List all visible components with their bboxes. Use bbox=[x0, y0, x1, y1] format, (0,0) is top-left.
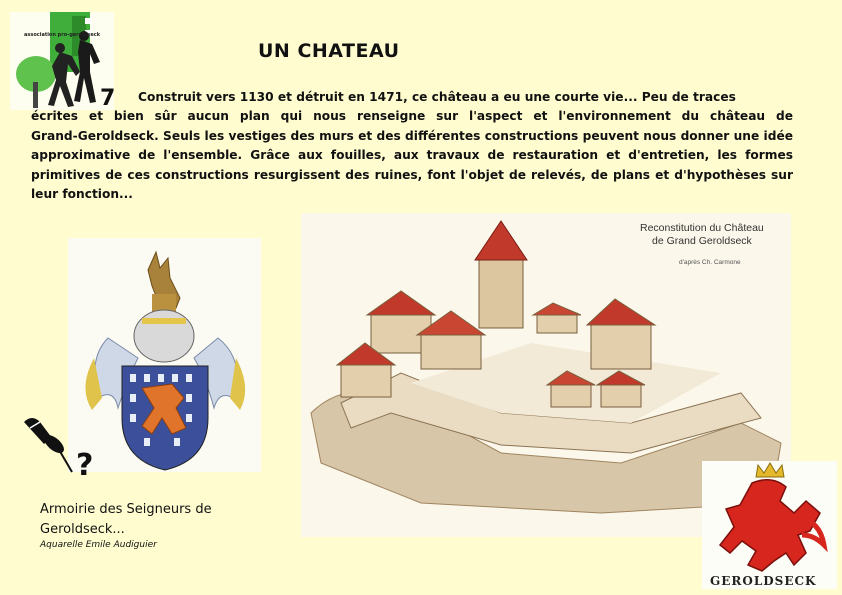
geroldseck-label: GEROLDSECK bbox=[710, 574, 817, 588]
intro-line: primitives de ces constructions resurgissent des ruines, font l'objet de relevés, de plans et d'hypothèses sur bbox=[31, 167, 793, 182]
intro-paragraph bbox=[31, 107, 793, 205]
coat-of-arms-image bbox=[68, 238, 261, 472]
page-title: UN CHATEAU bbox=[258, 40, 400, 62]
logo-graphic bbox=[10, 12, 114, 110]
castle-caption-line2: de Grand Geroldseck bbox=[652, 235, 752, 247]
castle-caption-line1: Reconstitution du Château bbox=[640, 222, 764, 234]
page-number: 7 bbox=[100, 86, 116, 111]
intro-line: leur fonction... bbox=[31, 187, 133, 201]
intro-first-line: Construit vers 1130 et détruit en 1471, ce château a eu une courte vie... Peu de traces bbox=[138, 90, 736, 104]
intro-line: Grand-Geroldseck. Seuls les vestiges des murs et des différentes constructions peuvent nous donner une idée bbox=[31, 128, 793, 143]
pushpin-icon bbox=[22, 414, 76, 480]
logo-text: association pro-geroldseck bbox=[24, 32, 101, 38]
intro-line: approximative de l'ensemble. Grâce aux fouilles, aux travaux de restauration et d'entretien, les formes bbox=[31, 148, 793, 162]
lion-graphic bbox=[702, 461, 837, 589]
coat-of-arms-credit: Aquarelle Emile Audiguier bbox=[40, 540, 157, 550]
coat-of-arms-caption: Armoirie des Seigneurs de Geroldseck... bbox=[40, 502, 212, 537]
geroldseck-lion-emblem bbox=[702, 461, 837, 589]
association-logo bbox=[10, 12, 114, 110]
castle-caption-credit: d'après Ch. Carmone bbox=[679, 259, 741, 266]
intro-line: écrites et bien sûr aucun plan qui nous renseigne sur l'aspect et l'environnement du château de bbox=[31, 109, 793, 123]
question-icon: ? bbox=[76, 448, 94, 483]
coat-of-arms-graphic bbox=[68, 238, 261, 472]
